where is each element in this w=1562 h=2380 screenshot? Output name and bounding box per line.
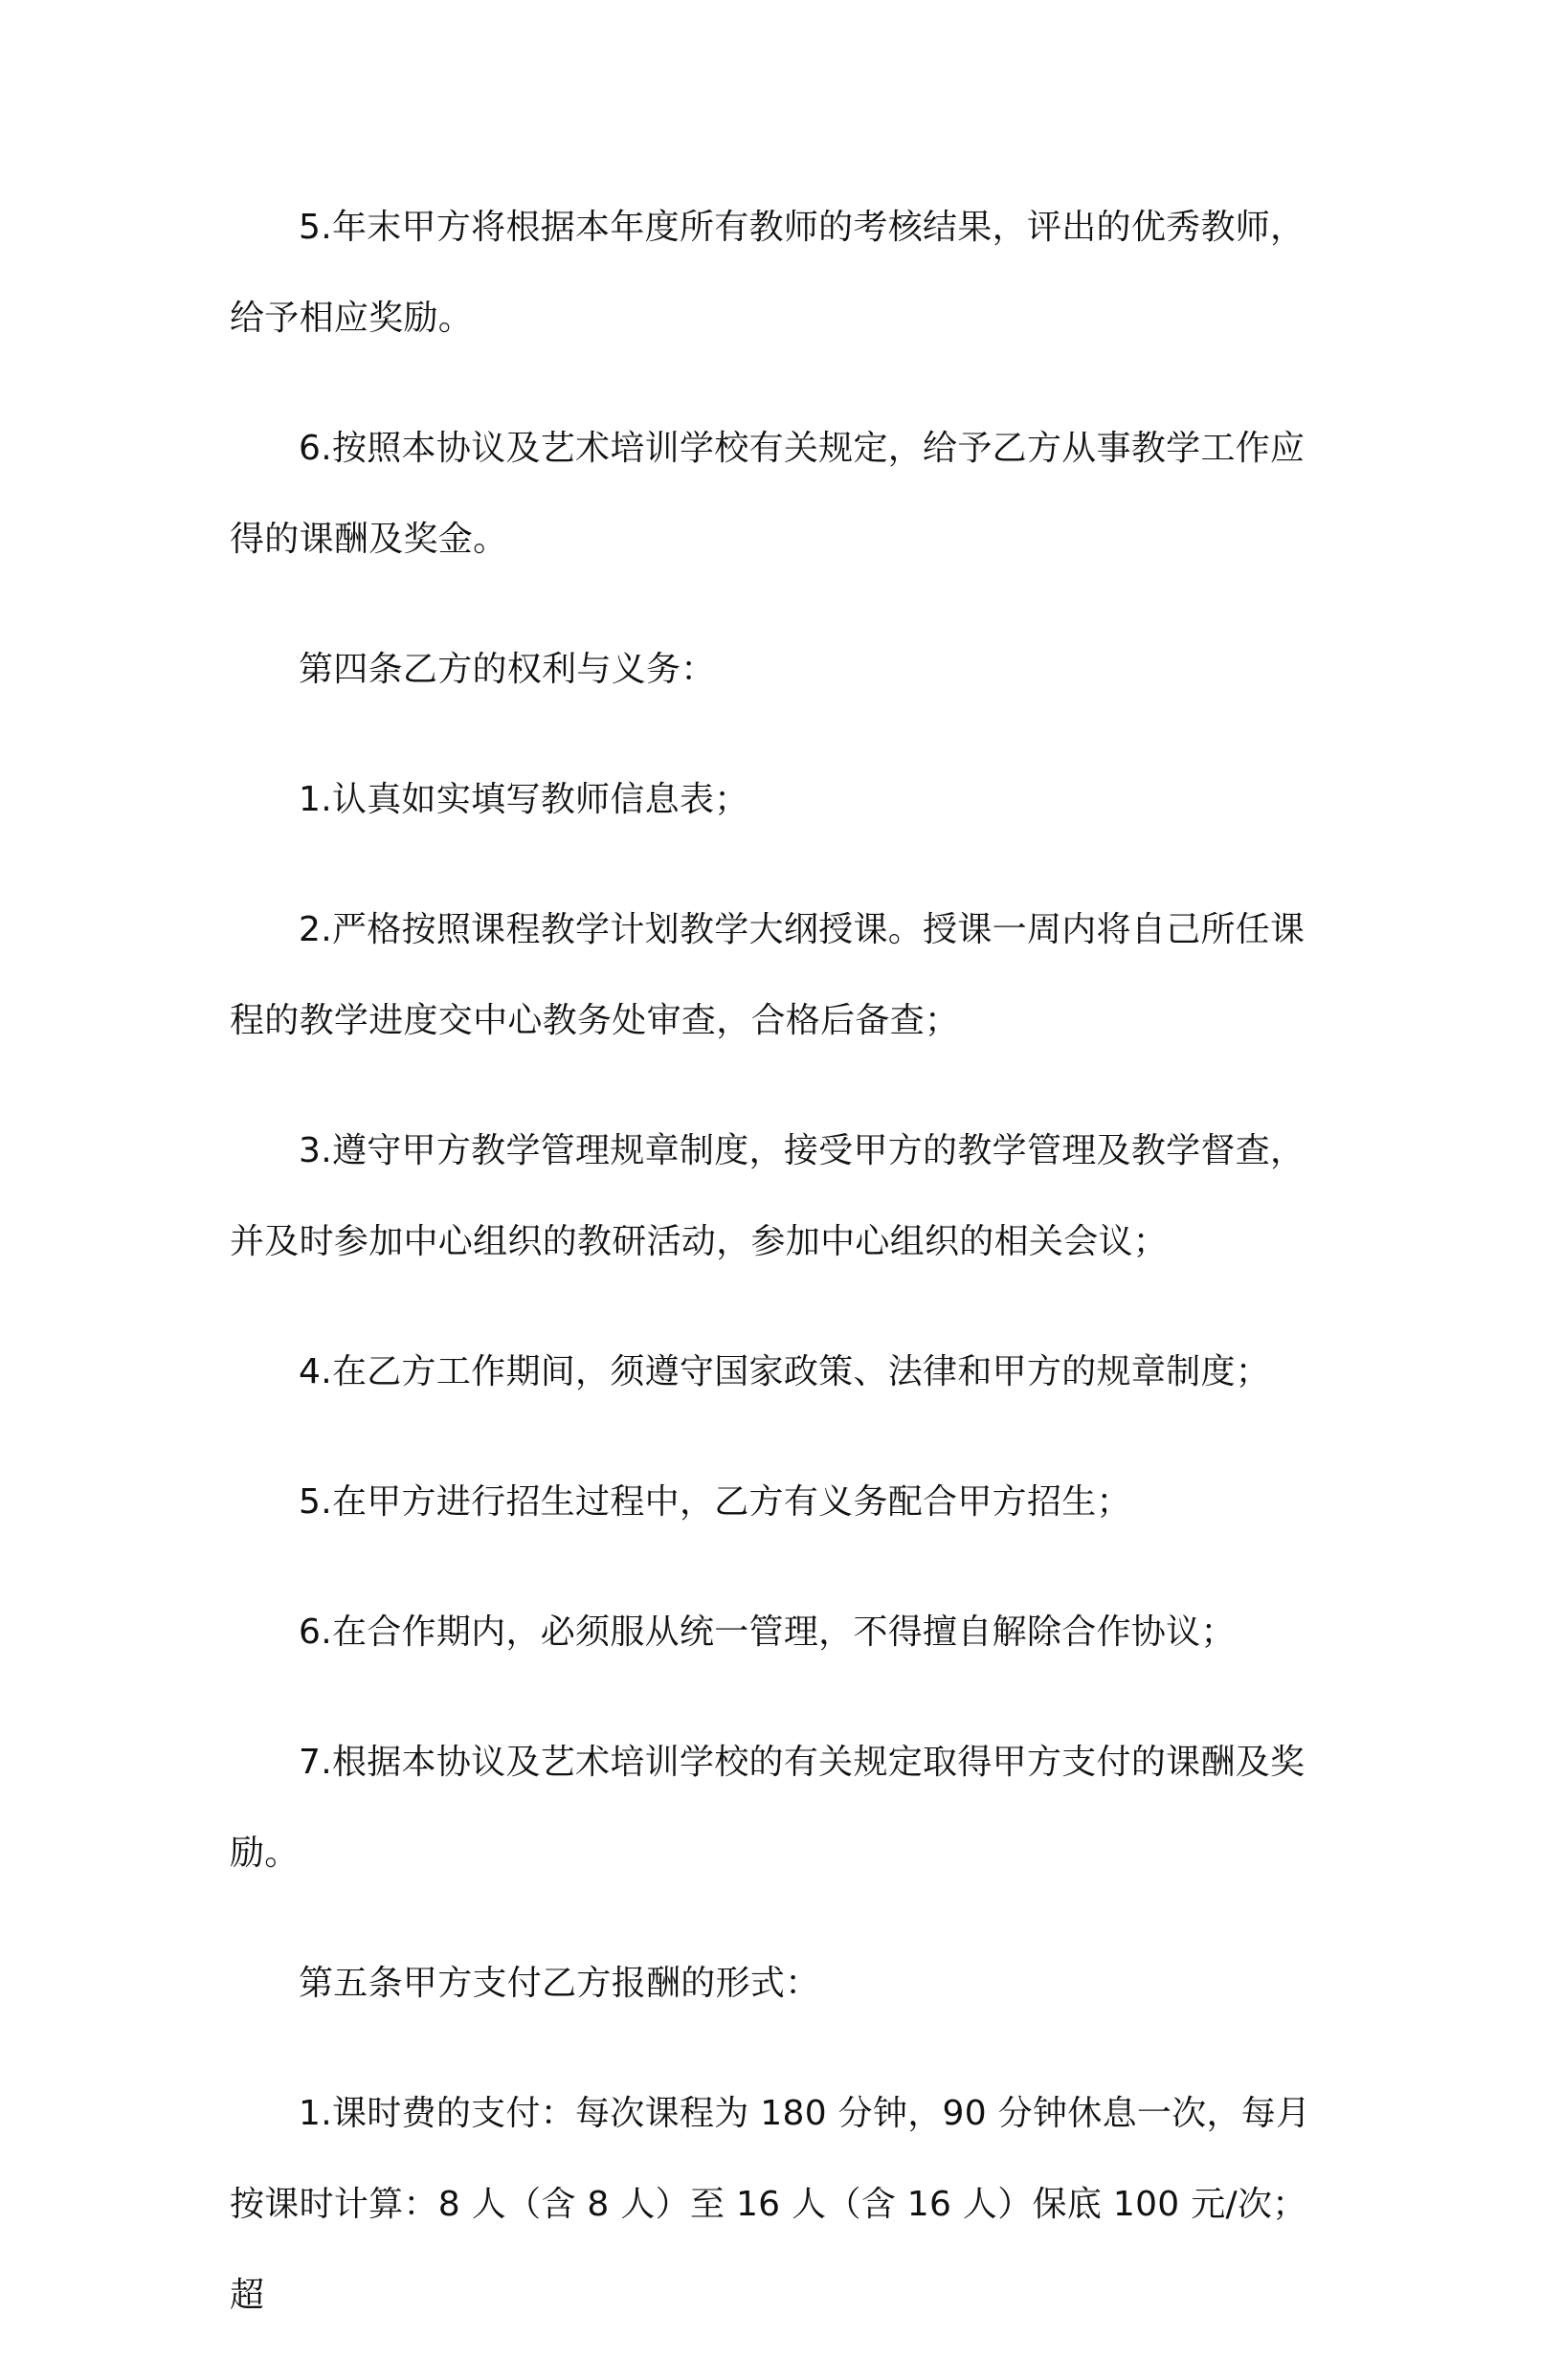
paragraph-duty-3: 3.遵守甲方教学管理规章制度，接受甲方的教学管理及教学督查，并及时参加中心组织的教研活动，参加中心组织的相关会议； [230,1131,1305,1261]
paragraph-item5-award: 5.年末甲方将根据本年度所有教师的考核结果，评出的优秀教师，给予相应奖励。 [230,208,1305,338]
paragraph-item6-remuneration: 6.按照本协议及艺术培训学校有关规定，给予乙方从事教学工作应得的课酬及奖金。 [230,429,1305,559]
paragraph-duty-1: 1.认真如实填写教师信息表； [299,780,749,819]
article-5-heading: 第五条甲方支付乙方报酬的形式： [299,1964,820,2003]
paragraph-payment-1: 1.课时费的支付：每次课程为 180 分钟，90 分钟休息一次，每月按课时计算：8 人（含 8 人）至 16 人（含 16 人）保底 100 元/次；超 [230,2094,1311,2315]
paragraph-duty-7: 7.根据本协议及艺术培训学校的有关规定取得甲方支付的课酬及奖励。 [230,1743,1305,1873]
paragraph-duty-2: 2.严格按照课程教学计划教学大纲授课。授课一周内将自己所任课程的教学进度交中心教务处审查，合格后备查； [230,910,1305,1040]
article-4-heading: 第四条乙方的权利与义务： [299,650,716,689]
document-body [230,182,1326,2380]
paragraph-duty-5: 5.在甲方进行招生过程中，乙方有义务配合甲方招生； [299,1482,1131,1522]
paragraph-duty-4: 4.在乙方工作期间，须遵守国家政策、法律和甲方的规章制度； [299,1352,1271,1391]
paragraph-duty-6: 6.在合作期内，必须服从统一管理，不得擅自解除合作协议； [299,1613,1236,1652]
